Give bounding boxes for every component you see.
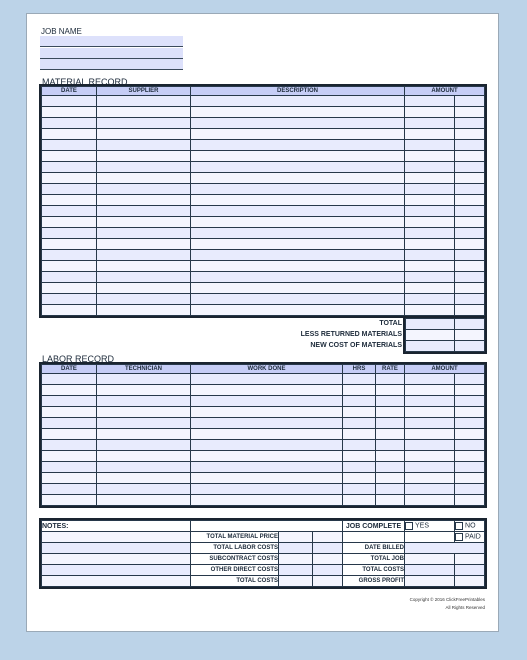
labor-amount-cell[interactable]	[405, 418, 455, 429]
labor-hrs-cell[interactable]	[343, 473, 376, 484]
material-row	[42, 305, 485, 316]
labor-technician-cell[interactable]	[97, 385, 191, 396]
labor-hrs-cell[interactable]	[343, 374, 376, 385]
paid-label: PAID	[465, 533, 481, 541]
job-name-field-line-2[interactable]	[40, 48, 183, 59]
material-supplier-cell[interactable]	[97, 162, 191, 173]
paid-cell[interactable]	[455, 532, 485, 543]
labor-col-technician: TECHNICIAN	[97, 365, 191, 374]
total-job-cents[interactable]	[455, 554, 485, 565]
material-description-cell[interactable]	[191, 206, 405, 217]
labor-rate-cell[interactable]	[376, 462, 405, 473]
material-date-cell[interactable]	[42, 184, 97, 195]
labor-hrs-cell[interactable]	[343, 407, 376, 418]
labor-rate-cell[interactable]	[376, 495, 405, 506]
labor-work-done-cell[interactable]	[191, 451, 343, 462]
material-amount-cents-cell[interactable]	[455, 129, 485, 140]
material-amount-cell[interactable]	[405, 261, 455, 272]
labor-rate-cell[interactable]	[376, 407, 405, 418]
material-amount-cell[interactable]	[405, 118, 455, 129]
material-row	[42, 206, 485, 217]
material-description-cell[interactable]	[191, 261, 405, 272]
material-supplier-cell[interactable]	[97, 184, 191, 195]
material-supplier-cell[interactable]	[97, 140, 191, 151]
labor-hrs-cell[interactable]	[343, 462, 376, 473]
material-supplier-cell[interactable]	[97, 250, 191, 261]
material-amount-cell[interactable]	[405, 151, 455, 162]
labor-row	[42, 495, 485, 506]
total-costs-cents[interactable]	[313, 576, 343, 587]
material-amount-cents-cell[interactable]	[455, 184, 485, 195]
material-amount-cell[interactable]	[405, 305, 455, 316]
labor-amount-cents-cell[interactable]	[455, 385, 485, 396]
material-amount-cell[interactable]	[405, 228, 455, 239]
labor-amount-cell[interactable]	[405, 451, 455, 462]
job-complete-label: JOB COMPLETE	[345, 522, 402, 530]
other-direct-costs-cell[interactable]	[279, 565, 313, 576]
material-date-cell[interactable]	[42, 118, 97, 129]
material-date-cell[interactable]	[42, 129, 97, 140]
material-row	[42, 129, 485, 140]
labor-amount-cents-cell[interactable]	[455, 473, 485, 484]
no-label: NO	[465, 522, 476, 530]
material-description-cell[interactable]	[191, 107, 405, 118]
rights-text: All Rights Reserved	[445, 605, 485, 610]
notes-line[interactable]	[42, 576, 191, 587]
labor-date-cell[interactable]	[42, 440, 97, 451]
material-row	[42, 239, 485, 250]
summary-top-blank	[191, 521, 343, 532]
material-amount-cell[interactable]	[405, 239, 455, 250]
labor-rate-cell[interactable]	[376, 451, 405, 462]
labor-amount-cents-cell[interactable]	[455, 429, 485, 440]
labor-date-cell[interactable]	[42, 473, 97, 484]
labor-row	[42, 407, 485, 418]
labor-hrs-cell[interactable]	[343, 495, 376, 506]
material-description-cell[interactable]	[191, 96, 405, 107]
labor-amount-cell[interactable]	[405, 385, 455, 396]
material-supplier-cell[interactable]	[97, 294, 191, 305]
material-date-cell[interactable]	[42, 140, 97, 151]
material-amount-cents-cell[interactable]	[455, 107, 485, 118]
labor-amount-cents-cell[interactable]	[455, 451, 485, 462]
material-amount-cents-cell[interactable]	[455, 250, 485, 261]
labor-hrs-cell[interactable]	[343, 385, 376, 396]
material-amount-cents-cell[interactable]	[455, 217, 485, 228]
gross-profit-cents[interactable]	[455, 576, 485, 587]
material-col-supplier: SUPPLIER	[97, 87, 191, 96]
labor-row	[42, 374, 485, 385]
material-row	[42, 217, 485, 228]
notes-line[interactable]	[42, 554, 191, 565]
material-rows	[42, 96, 485, 316]
labor-technician-cell[interactable]	[97, 451, 191, 462]
labor-date-cell[interactable]	[42, 429, 97, 440]
labor-work-done-cell[interactable]	[191, 495, 343, 506]
job-cost-form	[26, 13, 499, 632]
labor-rate-cell[interactable]	[376, 385, 405, 396]
material-date-cell[interactable]	[42, 283, 97, 294]
material-amount-cell[interactable]	[405, 206, 455, 217]
material-row	[42, 250, 485, 261]
material-supplier-cell[interactable]	[97, 129, 191, 140]
notes-line[interactable]	[42, 543, 191, 554]
material-new-cost-label: NEW COST OF MATERIALS	[310, 342, 402, 349]
material-amount-cell[interactable]	[405, 250, 455, 261]
material-supplier-cell[interactable]	[97, 96, 191, 107]
material-supplier-cell[interactable]	[97, 228, 191, 239]
labor-technician-cell[interactable]	[97, 407, 191, 418]
yes-label: YES	[415, 522, 430, 530]
total-costs-cell[interactable]	[279, 576, 313, 587]
material-row	[42, 96, 485, 107]
paid-spacer-2	[405, 532, 455, 543]
material-amount-cell[interactable]	[405, 217, 455, 228]
labor-rate-cell[interactable]	[376, 484, 405, 495]
material-col-date: DATE	[42, 87, 97, 96]
material-new-cost-cell[interactable]	[406, 341, 455, 352]
material-row	[42, 151, 485, 162]
labor-amount-cents-cell[interactable]	[455, 484, 485, 495]
material-amount-cell[interactable]	[405, 283, 455, 294]
labor-row	[42, 440, 485, 451]
labor-work-done-cell[interactable]	[191, 429, 343, 440]
labor-amount-cents-cell[interactable]	[455, 407, 485, 418]
material-date-cell[interactable]	[42, 173, 97, 184]
labor-record-table	[41, 364, 485, 506]
material-description-cell[interactable]	[191, 250, 405, 261]
material-supplier-cell[interactable]	[97, 217, 191, 228]
labor-technician-cell[interactable]	[97, 484, 191, 495]
labor-technician-cell[interactable]	[97, 418, 191, 429]
job-complete-no-cell[interactable]	[455, 521, 485, 532]
material-amount-cell[interactable]	[405, 162, 455, 173]
material-description-cell[interactable]	[191, 294, 405, 305]
labor-amount-cents-cell[interactable]	[455, 462, 485, 473]
job-complete-cell	[343, 521, 405, 532]
material-amount-cell[interactable]	[405, 107, 455, 118]
material-description-cell[interactable]	[191, 217, 405, 228]
labor-amount-cell[interactable]	[405, 473, 455, 484]
material-description-cell[interactable]	[191, 129, 405, 140]
notes-label: NOTES:	[42, 522, 69, 530]
material-amount-cents-cell[interactable]	[455, 283, 485, 294]
material-supplier-cell[interactable]	[97, 283, 191, 294]
labor-date-cell[interactable]	[42, 385, 97, 396]
labor-work-done-cell[interactable]	[191, 407, 343, 418]
material-date-cell[interactable]	[42, 162, 97, 173]
labor-hrs-cell[interactable]	[343, 418, 376, 429]
date-billed-field[interactable]	[405, 543, 485, 554]
labor-work-done-cell[interactable]	[191, 396, 343, 407]
material-description-cell[interactable]	[191, 195, 405, 206]
labor-rate-cell[interactable]	[376, 429, 405, 440]
total-job-label: TOTAL JOB	[343, 554, 405, 565]
status-total-costs-cell[interactable]	[405, 565, 455, 576]
material-row	[42, 118, 485, 129]
material-supplier-cell[interactable]	[97, 305, 191, 316]
labor-rate-cell[interactable]	[376, 440, 405, 451]
material-record-table	[41, 86, 485, 316]
material-supplier-cell[interactable]	[97, 107, 191, 118]
labor-date-cell[interactable]	[42, 484, 97, 495]
summary-table	[41, 520, 485, 587]
material-new-cost-cents[interactable]	[455, 341, 485, 352]
labor-amount-cell[interactable]	[405, 440, 455, 451]
labor-technician-cell[interactable]	[97, 440, 191, 451]
material-less-returned-label: LESS RETURNED MATERIALS	[300, 331, 402, 338]
material-supplier-cell[interactable]	[97, 173, 191, 184]
paid-checkbox[interactable]	[455, 533, 463, 541]
labor-amount-cell[interactable]	[405, 462, 455, 473]
material-total-cents[interactable]	[455, 319, 485, 330]
labor-work-done-cell[interactable]	[191, 462, 343, 473]
material-date-cell[interactable]	[42, 228, 97, 239]
paid-spacer	[343, 532, 405, 543]
labor-col-amount: AMOUNT	[405, 365, 485, 374]
material-amount-cents-cell[interactable]	[455, 151, 485, 162]
labor-date-cell[interactable]	[42, 462, 97, 473]
total-labor-costs-cell[interactable]	[279, 543, 313, 554]
material-date-cell[interactable]	[42, 272, 97, 283]
material-description-cell[interactable]	[191, 173, 405, 184]
material-row	[42, 283, 485, 294]
notes-line[interactable]	[42, 565, 191, 576]
labor-date-cell[interactable]	[42, 374, 97, 385]
material-amount-cell[interactable]	[405, 140, 455, 151]
material-less-returned-cents[interactable]	[455, 330, 485, 341]
material-description-cell[interactable]	[191, 118, 405, 129]
material-amount-cell[interactable]	[405, 184, 455, 195]
material-amount-cell[interactable]	[405, 294, 455, 305]
labor-col-date: DATE	[42, 365, 97, 374]
material-amount-cents-cell[interactable]	[455, 239, 485, 250]
labor-row	[42, 484, 485, 495]
labor-technician-cell[interactable]	[97, 473, 191, 484]
material-supplier-cell[interactable]	[97, 272, 191, 283]
labor-amount-cents-cell[interactable]	[455, 495, 485, 506]
labor-row	[42, 418, 485, 429]
material-date-cell[interactable]	[42, 107, 97, 118]
labor-date-cell[interactable]	[42, 451, 97, 462]
material-amount-cell[interactable]	[405, 173, 455, 184]
material-amount-cents-cell[interactable]	[455, 294, 485, 305]
labor-amount-cents-cell[interactable]	[455, 440, 485, 451]
material-supplier-cell[interactable]	[97, 206, 191, 217]
labor-work-done-cell[interactable]	[191, 473, 343, 484]
material-description-cell[interactable]	[191, 162, 405, 173]
labor-hrs-cell[interactable]	[343, 429, 376, 440]
material-date-cell[interactable]	[42, 261, 97, 272]
job-name-field-line-3[interactable]	[40, 59, 183, 70]
labor-rate-cell[interactable]	[376, 374, 405, 385]
material-amount-cents-cell[interactable]	[455, 162, 485, 173]
labor-row	[42, 462, 485, 473]
labor-rate-cell[interactable]	[376, 473, 405, 484]
material-supplier-cell[interactable]	[97, 151, 191, 162]
material-supplier-cell[interactable]	[97, 261, 191, 272]
labor-amount-cell[interactable]	[405, 484, 455, 495]
notes-line[interactable]	[42, 532, 191, 543]
labor-amount-cell[interactable]	[405, 407, 455, 418]
labor-amount-cell[interactable]	[405, 429, 455, 440]
material-amount-cell[interactable]	[405, 272, 455, 283]
material-col-amount: AMOUNT	[405, 87, 485, 96]
material-date-cell[interactable]	[42, 151, 97, 162]
labor-row	[42, 385, 485, 396]
labor-technician-cell[interactable]	[97, 495, 191, 506]
material-description-cell[interactable]	[191, 305, 405, 316]
labor-work-done-cell[interactable]	[191, 440, 343, 451]
total-material-price-label: TOTAL MATERIAL PRICE	[191, 532, 279, 543]
material-amount-cents-cell[interactable]	[455, 272, 485, 283]
labor-col-work-done: WORK DONE	[191, 365, 343, 374]
labor-date-cell[interactable]	[42, 495, 97, 506]
labor-col-hrs: HRS	[343, 365, 376, 374]
material-row	[42, 195, 485, 206]
material-amount-cents-cell[interactable]	[455, 305, 485, 316]
date-billed-label: DATE BILLED	[343, 543, 405, 554]
material-amount-cents-cell[interactable]	[455, 206, 485, 217]
labor-rate-cell[interactable]	[376, 418, 405, 429]
material-date-cell[interactable]	[42, 96, 97, 107]
material-row	[42, 162, 485, 173]
labor-row	[42, 473, 485, 484]
material-row	[42, 272, 485, 283]
labor-hrs-cell[interactable]	[343, 484, 376, 495]
labor-date-cell[interactable]	[42, 418, 97, 429]
material-description-cell[interactable]	[191, 272, 405, 283]
labor-row	[42, 396, 485, 407]
status-total-costs-cents[interactable]	[455, 565, 485, 576]
no-checkbox[interactable]	[455, 522, 463, 530]
material-date-cell[interactable]	[42, 239, 97, 250]
material-date-cell[interactable]	[42, 250, 97, 261]
status-total-costs-label: TOTAL COSTS	[343, 565, 405, 576]
material-amount-cents-cell[interactable]	[455, 173, 485, 184]
labor-rate-cell[interactable]	[376, 396, 405, 407]
labor-date-cell[interactable]	[42, 407, 97, 418]
subcontract-costs-cents[interactable]	[313, 554, 343, 565]
material-amount-cents-cell[interactable]	[455, 118, 485, 129]
labor-technician-cell[interactable]	[97, 396, 191, 407]
material-row	[42, 261, 485, 272]
labor-amount-cell[interactable]	[405, 495, 455, 506]
material-description-cell[interactable]	[191, 184, 405, 195]
labor-work-done-cell[interactable]	[191, 385, 343, 396]
labor-work-done-cell[interactable]	[191, 418, 343, 429]
other-direct-costs-cents[interactable]	[313, 565, 343, 576]
material-supplier-cell[interactable]	[97, 118, 191, 129]
labor-amount-cents-cell[interactable]	[455, 374, 485, 385]
labor-amount-cell[interactable]	[405, 374, 455, 385]
labor-work-done-cell[interactable]	[191, 484, 343, 495]
material-row	[42, 294, 485, 305]
job-name-label: JOB NAME	[41, 27, 82, 36]
labor-technician-cell[interactable]	[97, 374, 191, 385]
material-amount-cents-cell[interactable]	[455, 96, 485, 107]
material-record-title: MATERIAL RECORD	[42, 77, 128, 87]
gross-profit-label: GROSS PROFIT	[343, 576, 405, 587]
total-material-price-cell[interactable]	[279, 532, 313, 543]
subcontract-costs-cell[interactable]	[279, 554, 313, 565]
labor-work-done-cell[interactable]	[191, 374, 343, 385]
total-costs-label: TOTAL COSTS	[191, 576, 279, 587]
material-date-cell[interactable]	[42, 217, 97, 228]
other-direct-costs-label: OTHER DIRECT COSTS	[191, 565, 279, 576]
copyright-text: Copyright © 2016 ClickFreePrintables	[409, 597, 485, 602]
material-amount-cents-cell[interactable]	[455, 261, 485, 272]
yes-checkbox[interactable]	[405, 522, 413, 530]
labor-date-cell[interactable]	[42, 396, 97, 407]
material-row	[42, 140, 485, 151]
material-amount-cents-cell[interactable]	[455, 140, 485, 151]
material-date-cell[interactable]	[42, 294, 97, 305]
material-less-returned-cell[interactable]	[406, 330, 455, 341]
total-material-price-cents[interactable]	[313, 532, 343, 543]
material-supplier-cell[interactable]	[97, 195, 191, 206]
job-name-field-line-1[interactable]	[40, 36, 183, 47]
labor-rows	[42, 374, 485, 506]
labor-amount-cell[interactable]	[405, 396, 455, 407]
labor-row	[42, 429, 485, 440]
labor-row	[42, 451, 485, 462]
total-labor-costs-label: TOTAL LABOR COSTS	[191, 543, 279, 554]
material-date-cell[interactable]	[42, 305, 97, 316]
labor-hrs-cell[interactable]	[343, 451, 376, 462]
material-description-cell[interactable]	[191, 239, 405, 250]
labor-amount-cents-cell[interactable]	[455, 418, 485, 429]
material-date-cell[interactable]	[42, 195, 97, 206]
material-description-cell[interactable]	[191, 140, 405, 151]
subcontract-costs-label: SUBCONTRACT COSTS	[191, 554, 279, 565]
labor-amount-cents-cell[interactable]	[455, 396, 485, 407]
material-amount-cell[interactable]	[405, 96, 455, 107]
material-col-description: DESCRIPTION	[191, 87, 405, 96]
material-totals-table	[405, 318, 485, 352]
labor-record-title: LABOR RECORD	[42, 354, 115, 364]
material-row	[42, 173, 485, 184]
labor-technician-cell[interactable]	[97, 429, 191, 440]
total-labor-costs-cents[interactable]	[313, 543, 343, 554]
material-total-cell[interactable]	[406, 319, 455, 330]
material-amount-cents-cell[interactable]	[455, 228, 485, 239]
material-description-cell[interactable]	[191, 228, 405, 239]
total-job-cell[interactable]	[405, 554, 455, 565]
material-total-label: TOTAL	[379, 320, 402, 327]
labor-hrs-cell[interactable]	[343, 396, 376, 407]
material-description-cell[interactable]	[191, 151, 405, 162]
material-description-cell[interactable]	[191, 283, 405, 294]
material-amount-cell[interactable]	[405, 129, 455, 140]
material-amount-cents-cell[interactable]	[455, 195, 485, 206]
material-date-cell[interactable]	[42, 206, 97, 217]
labor-col-rate: RATE	[376, 365, 405, 374]
job-complete-yes-cell[interactable]	[405, 521, 455, 532]
material-row	[42, 107, 485, 118]
gross-profit-cell[interactable]	[405, 576, 455, 587]
notes-header-cell	[42, 521, 191, 532]
labor-hrs-cell[interactable]	[343, 440, 376, 451]
labor-technician-cell[interactable]	[97, 462, 191, 473]
material-amount-cell[interactable]	[405, 195, 455, 206]
material-supplier-cell[interactable]	[97, 239, 191, 250]
material-row	[42, 228, 485, 239]
material-row	[42, 184, 485, 195]
